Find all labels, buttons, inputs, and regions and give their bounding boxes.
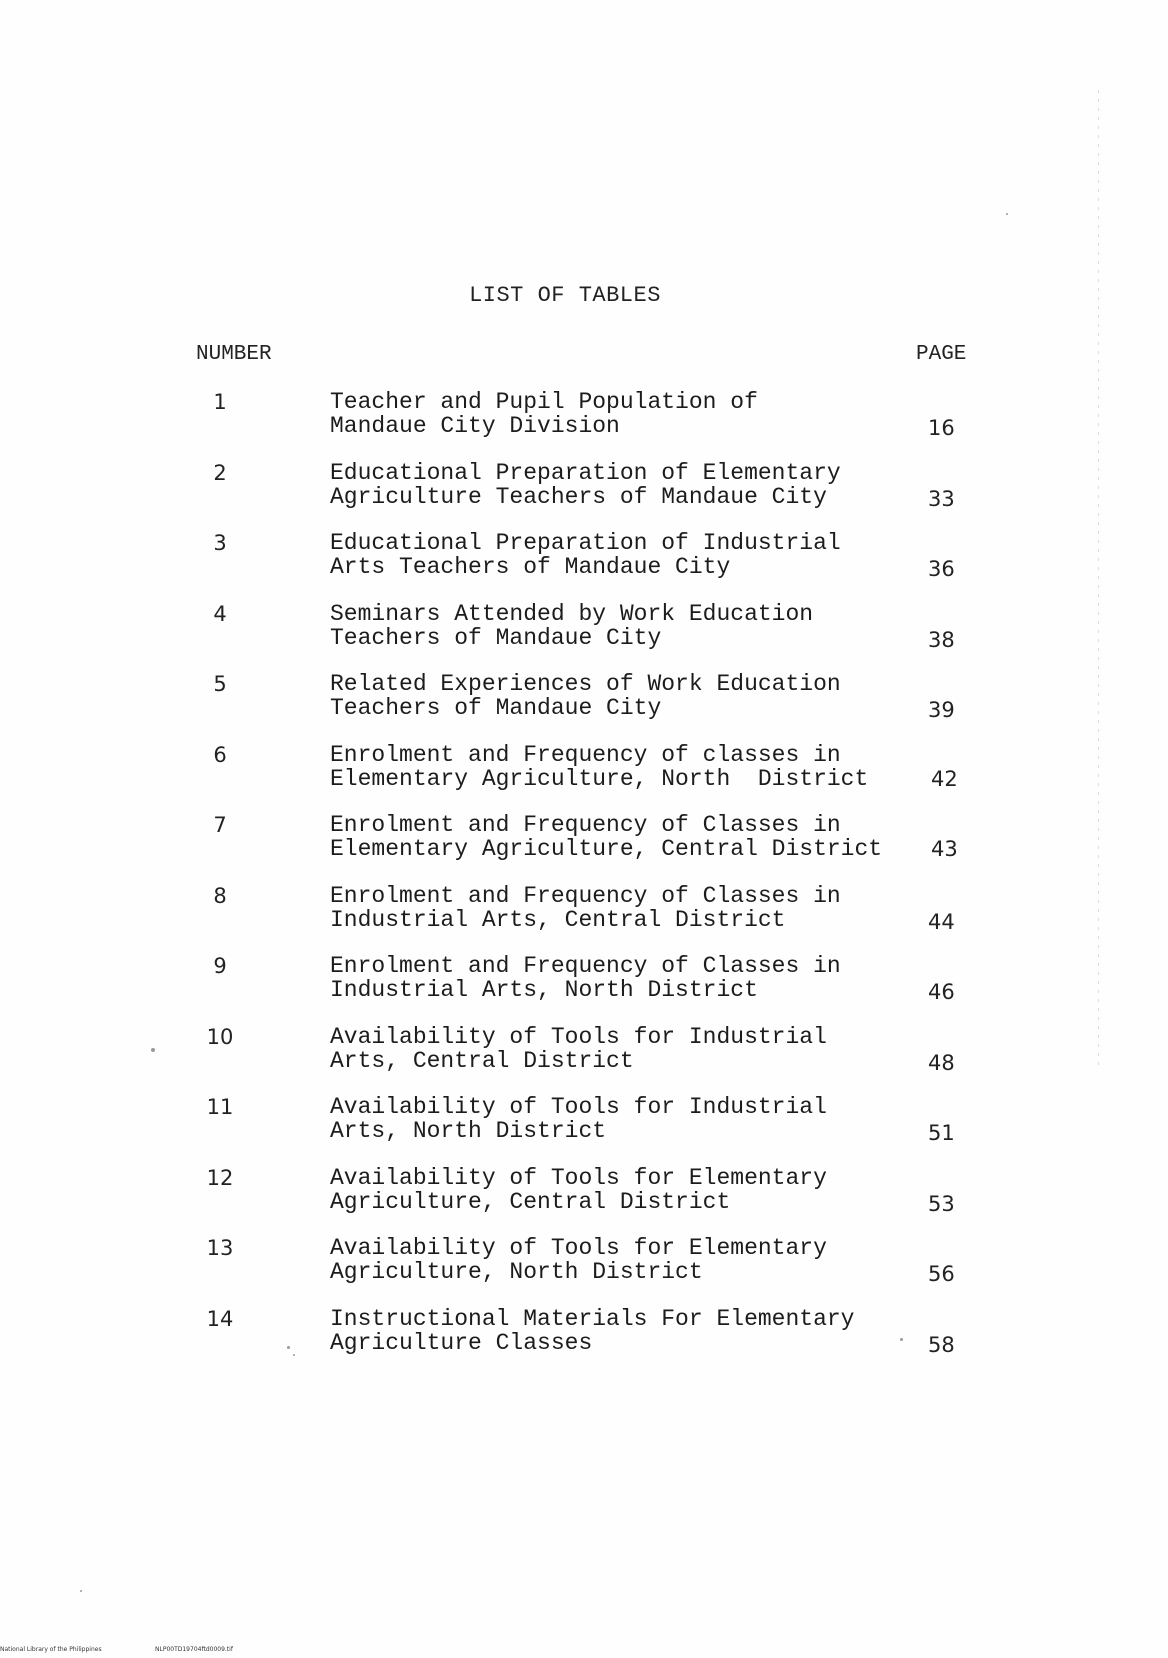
- entry-title-line: Availability of Tools for Elementary: [330, 1235, 827, 1261]
- table-entry: [0, 1166, 1168, 1237]
- entry-number: 2: [213, 460, 227, 485]
- scan-speck: [151, 1048, 155, 1052]
- entry-title-line: Elementary Agriculture, North District: [330, 765, 869, 792]
- entry-page: 39: [928, 698, 955, 722]
- entry-title-line: Arts, Central District: [330, 1047, 634, 1074]
- table-list: [0, 390, 1168, 1377]
- entry-title-line: Educational Preparation of Industrial: [330, 530, 841, 556]
- table-entry: [0, 1025, 1168, 1096]
- entry-number: 11: [206, 1095, 234, 1119]
- entry-title-line: Agriculture, North District: [330, 1259, 703, 1285]
- entry-page: 33: [928, 486, 955, 511]
- table-entry: [0, 1095, 1168, 1166]
- entry-page: 53: [928, 1191, 955, 1216]
- entry-number: 7: [213, 813, 227, 837]
- entry-page: 44: [928, 909, 955, 934]
- column-header-number: NUMBER: [196, 343, 272, 366]
- entry-title-line: Educational Preparation of Elementary: [330, 459, 841, 486]
- entry-number: 8: [213, 883, 227, 908]
- entry-title-line: Availability of Tools for Industrial: [330, 1023, 827, 1050]
- entry-number: 4: [213, 601, 227, 626]
- footer-library: National Library of the Philippines: [0, 1646, 102, 1653]
- entry-title-line: Industrial Arts, North District: [330, 977, 758, 1003]
- entry-page: 36: [928, 557, 955, 581]
- entry-number: 10: [206, 1024, 234, 1049]
- table-entry: [0, 743, 1168, 814]
- table-entry: [0, 884, 1168, 955]
- entry-page: 38: [928, 627, 955, 652]
- table-entry: [0, 1307, 1168, 1378]
- table-entry: [0, 390, 1168, 461]
- entry-title-line: Mandaue City Division: [330, 413, 620, 439]
- entry-title-line: Enrolment and Frequency of Classes in: [330, 812, 841, 838]
- column-header-page: PAGE: [916, 343, 967, 366]
- entry-title-line: Teacher and Pupil Population of: [330, 389, 758, 415]
- entry-page: 42: [931, 766, 958, 791]
- entry-title-line: Agriculture Teachers of Mandaue City: [330, 483, 827, 510]
- entry-title-line: Agriculture Classes: [330, 1329, 593, 1356]
- scan-speck: [287, 1346, 290, 1349]
- table-entry: [0, 954, 1168, 1025]
- scan-speck: [80, 1590, 82, 1592]
- table-entry: [0, 602, 1168, 673]
- entry-page: 16: [928, 416, 955, 440]
- entry-number: 12: [206, 1165, 234, 1190]
- entry-title-line: Instructional Materials For Elementary: [330, 1305, 855, 1332]
- entry-page: 43: [931, 837, 958, 861]
- entry-page: 56: [928, 1262, 955, 1286]
- entry-title-line: Enrolment and Frequency of Classes in: [330, 882, 841, 909]
- entry-number: 6: [213, 742, 227, 767]
- entry-number: 1: [213, 390, 227, 414]
- table-entry: [0, 813, 1168, 884]
- entry-number: 14: [206, 1306, 234, 1331]
- entry-page: 46: [928, 980, 955, 1004]
- footer-file-ref: NLP00TD19704ftd0009.tif: [155, 1646, 233, 1653]
- entry-number: 3: [213, 531, 227, 555]
- entry-title-line: Agriculture, Central District: [330, 1188, 731, 1215]
- entry-title-line: Arts Teachers of Mandaue City: [330, 554, 731, 580]
- entry-page: 51: [928, 1121, 955, 1145]
- entry-title-line: Related Experiences of Work Education: [330, 671, 841, 697]
- entry-title-line: Availability of Tools for Elementary: [330, 1164, 827, 1191]
- table-entry: [0, 1236, 1168, 1307]
- entry-page: 58: [928, 1332, 955, 1357]
- entry-title-line: Teachers of Mandaue City: [330, 695, 662, 721]
- entry-title-line: Arts, North District: [330, 1118, 607, 1144]
- scan-speck: [1006, 213, 1008, 215]
- entry-title-line: Enrolment and Frequency of Classes in: [330, 953, 841, 979]
- scan-speck: [900, 1338, 903, 1341]
- entry-title-line: Enrolment and Frequency of classes in: [330, 741, 841, 768]
- entry-number: 5: [213, 672, 227, 696]
- entry-title-line: Seminars Attended by Work Education: [330, 600, 814, 627]
- page-title: LIST OF TABLES: [469, 283, 661, 308]
- scan-speck: [293, 1354, 295, 1356]
- entry-title-line: Industrial Arts, Central District: [330, 906, 786, 933]
- entry-page: 48: [928, 1050, 955, 1075]
- entry-number: 13: [206, 1236, 234, 1260]
- entry-title-line: Availability of Tools for Industrial: [330, 1094, 827, 1120]
- table-entry: [0, 461, 1168, 532]
- scan-footer: [0, 1646, 233, 1653]
- table-entry: [0, 672, 1168, 743]
- entry-title-line: Elementary Agriculture, Central District: [330, 836, 883, 862]
- entry-number: 9: [213, 954, 227, 978]
- table-entry: [0, 531, 1168, 602]
- entry-title-line: Teachers of Mandaue City: [330, 624, 662, 651]
